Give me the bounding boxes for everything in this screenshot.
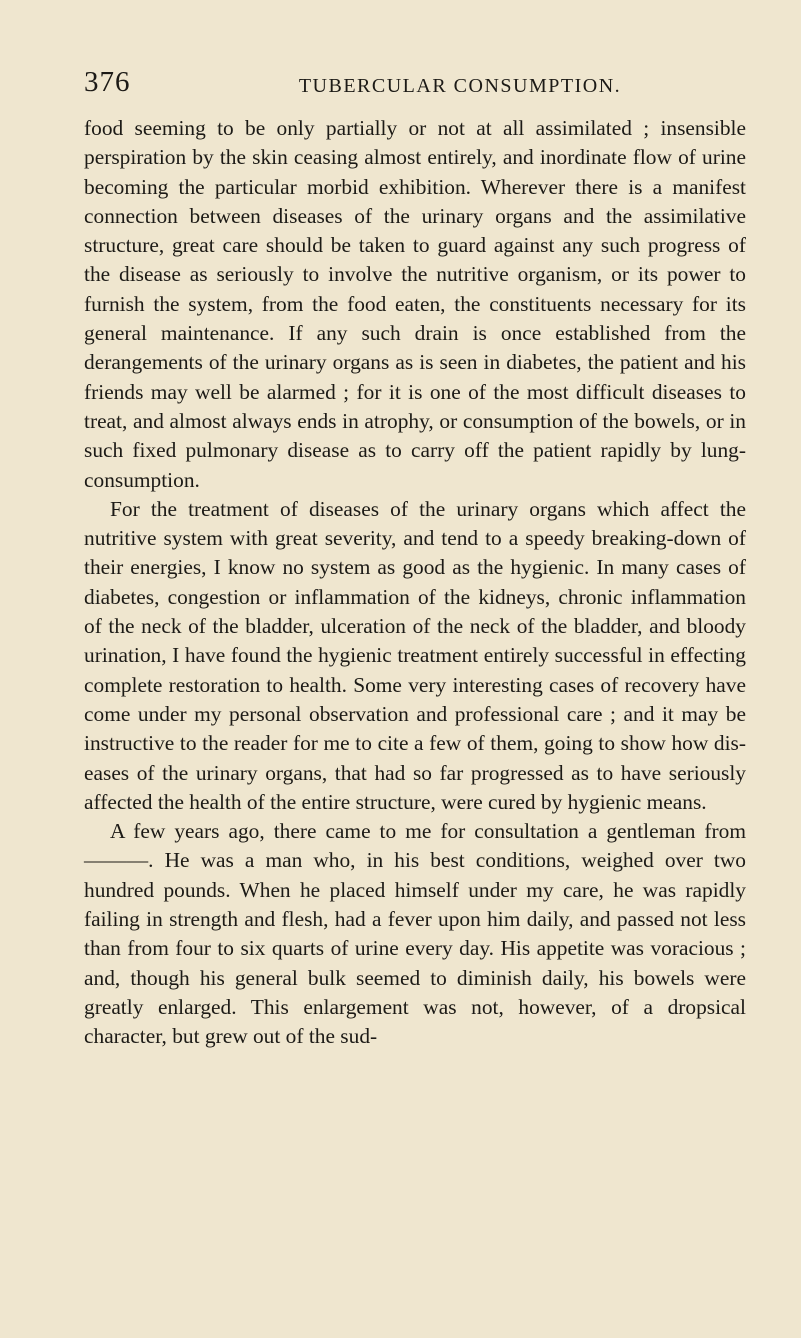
running-title: TUBERCULAR CONSUMPTION. [298, 75, 622, 97]
page-number: 376 [84, 66, 131, 98]
paragraph: food seeming to be only partially or not at all assimilated ; insensible perspiration by the skin ceasing almost entirely, and inordinate flow of urine becoming the particular morbid exhibition. Wherever there is a manifest connection between diseases of the urinary organs and the assimilative structure, great care should be taken to guard against any such progress of the disease as seriously to involve the nutritive organism, or its power to furnish the system, from the food eaten, the constituents necessary for its general maintenance. If any such drain is once established from the derangements of the urinary organs as is seen in diabetes, the patient and his friends may well be alarmed ; for it is one of the most difficult diseases to treat, and almost always ends in atrophy, or consumption of the bowels, or in such fixed pulmonary disease as to carry off the patient rapidly by lung-consumption. [84, 116, 746, 492]
paragraph: A few years ago, there came to me for consultation a gentleman from ———. He was a man who, in his best conditions, weighed over two hundred pounds. When he placed himself under my care, he was rapidly failing in strength and flesh, had a fever upon him daily, and passed not less than from four to six quarts of urine every day. His appetite was voracious ; and, though his general bulk seemed to diminish daily, his bowels were greatly enlarged. This enlargement was not, however, of a dropsical character, but grew out of the sud- [84, 819, 746, 1049]
running-head [84, 66, 746, 106]
body-text [84, 114, 746, 1052]
paragraph: For the treatment of diseases of the urinary organs which affect the nutritive system with great severity, and tend to a speedy breaking-down of their energies, I know no system as good as the hygienic. In many cases of diabetes, congestion or inflammation of the kidneys, chronic inflammation of the neck of the bladder, ulceration of the neck of the bladder, and bloody urination, I have found the hygienic treatment entirely successful in effecting complete restoration to health. Some very interesting cases of recovery have come under my personal observation and professional care ; and it may be instructive to the reader for me to cite a few of them, going to show how diseases of the urinary organs, that had so far progressed as to have seriously affected the health of the entire structure, were cured by hygienic means. [84, 496, 746, 814]
